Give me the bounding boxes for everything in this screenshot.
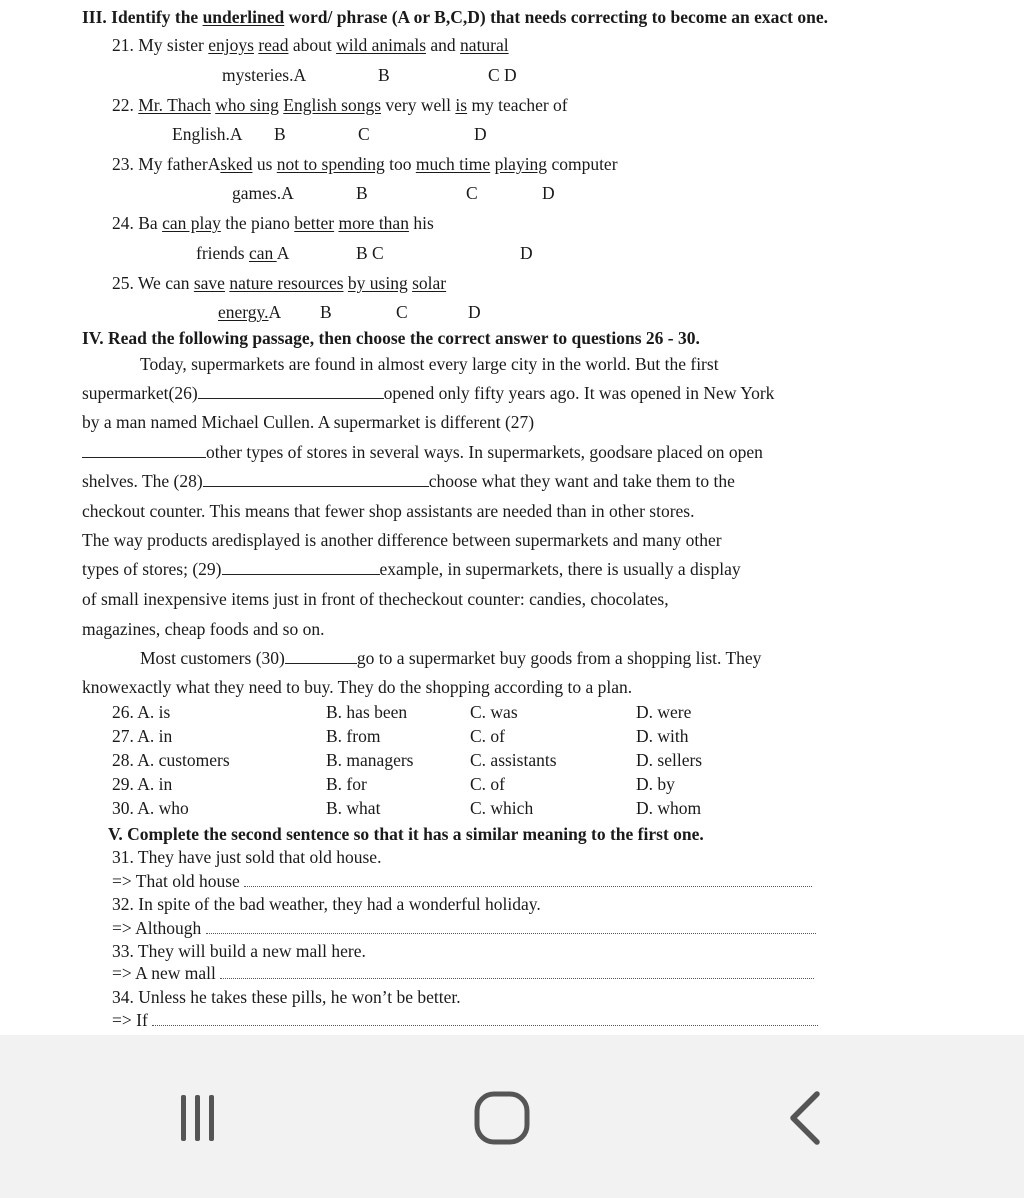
q-text: friends — [196, 243, 249, 263]
answer-input-34[interactable] — [152, 1011, 818, 1026]
answer-line-31 — [112, 870, 812, 892]
underlined-b: nature resources — [229, 273, 344, 293]
q21-letter: C D — [488, 65, 517, 85]
underlined-a: Mr. Thach — [138, 95, 211, 115]
section-3-heading — [82, 6, 828, 28]
q22-line2: English.A — [172, 124, 243, 144]
underlined-c: much time — [415, 154, 491, 174]
underlined-b: read — [258, 35, 289, 55]
underlined-b: not to spending — [276, 154, 385, 174]
q24-letter: B C — [356, 243, 384, 263]
q-text: 21. My sister — [112, 35, 209, 55]
passage-line: magazines, cheap foods and so on. — [82, 619, 325, 639]
passage-text: shelves. The (28) — [82, 471, 203, 491]
answer-input-32[interactable] — [206, 919, 816, 934]
passage-line: of small inexpensive items just in front of thecheckout counter: candies, chocolates, — [82, 589, 669, 609]
q21-line2: mysteries.A — [222, 65, 307, 85]
q-text: his — [408, 213, 434, 233]
section-5-heading: V. Complete the second sentence so that it has a similar meaning to the first one. — [108, 824, 704, 844]
option-c[interactable]: C. which — [470, 798, 534, 818]
underlined-c: English songs — [283, 95, 382, 115]
q-text: 24. Ba — [112, 213, 163, 233]
underlined-a: sked — [220, 154, 253, 174]
passage-line: knowexactly what they need to buy. They do the shopping according to a plan. — [82, 677, 633, 697]
q25-line2 — [218, 301, 281, 323]
underlined-d: is — [455, 95, 468, 115]
passage-text: types of stores; (29) — [82, 559, 222, 579]
underlined-d: natural — [460, 35, 509, 55]
passage-line — [82, 441, 763, 463]
option-a[interactable]: 26. A. is — [112, 702, 171, 722]
answer-line-32 — [112, 917, 816, 939]
underlined-d: playing — [494, 154, 548, 174]
underlined-d2: energy. — [218, 302, 269, 322]
heading-part: word/ phrase (A or B,C,D) that needs correcting to become an exact one. — [284, 7, 828, 27]
passage-line — [140, 647, 761, 669]
option-d[interactable]: D. by — [636, 774, 675, 794]
q-text: 22. — [112, 95, 139, 115]
answer-prompt: => A new mall — [112, 963, 216, 983]
home-button[interactable] — [462, 1078, 542, 1158]
q24-line2 — [196, 242, 289, 264]
answer-input-33[interactable] — [220, 964, 814, 979]
underlined-d: can — [248, 243, 277, 263]
underlined-c: more than — [338, 213, 409, 233]
option-a[interactable]: 27. A. in — [112, 726, 173, 746]
q-text: A — [276, 243, 290, 263]
answer-blank-27[interactable] — [82, 441, 206, 458]
answer-blank-29[interactable] — [222, 558, 380, 575]
passage-text: choose what they want and take them to the — [428, 471, 735, 491]
question-34: 34. Unless he takes these pills, he won’t be better. — [112, 987, 461, 1007]
answer-blank-28[interactable] — [203, 470, 429, 487]
recent-apps-button[interactable] — [158, 1078, 238, 1158]
answer-blank-30[interactable] — [285, 647, 357, 664]
passage-text: Most customers (30) — [140, 648, 285, 668]
option-b[interactable]: B. has been — [326, 702, 408, 722]
q-text: about — [288, 35, 337, 55]
question-22 — [112, 94, 568, 116]
answer-prompt: => Although — [112, 918, 202, 938]
question-33: 33. They will build a new mall here. — [112, 941, 366, 961]
passage-line: The way products aredisplayed is another difference between supermarkets and many other — [82, 530, 722, 550]
q-text: A — [268, 302, 282, 322]
underlined-d: solar — [412, 273, 447, 293]
passage-text: other types of stores in several ways. In supermarkets, goodsare placed on open — [206, 442, 763, 462]
heading-underlined: underlined — [202, 7, 285, 27]
question-32: 32. In spite of the bad weather, they had a wonderful holiday. — [112, 894, 541, 914]
option-b[interactable]: B. managers — [326, 750, 414, 770]
answer-line-33 — [112, 962, 814, 984]
underlined-c: wild animals — [336, 35, 427, 55]
underlined-b: who sing — [215, 95, 279, 115]
option-d[interactable]: D. whom — [636, 798, 702, 818]
passage-text: opened only fifty years ago. It was opened in New York — [383, 383, 775, 403]
back-icon — [781, 1090, 831, 1146]
q-text: computer — [547, 154, 618, 174]
underlined-b: better — [294, 213, 335, 233]
recent-apps-icon — [170, 1092, 226, 1144]
q-text: us — [252, 154, 277, 174]
passage-line: checkout counter. This means that fewer shop assistants are needed than in other stores. — [82, 501, 695, 521]
q21-letter: B — [378, 65, 390, 85]
passage-text: example, in supermarkets, there is usually a display — [379, 559, 741, 579]
home-icon — [472, 1090, 532, 1146]
option-b[interactable]: B. from — [326, 726, 381, 746]
question-25 — [112, 272, 450, 294]
option-c[interactable]: C. assistants — [470, 750, 557, 770]
option-c[interactable]: C. was — [470, 702, 518, 722]
passage-line: by a man named Michael Cullen. A supermarket is different (27) — [82, 412, 535, 432]
underlined-a: can play — [162, 213, 221, 233]
passage-line — [82, 382, 774, 404]
heading-part: III. Identify the — [82, 7, 203, 27]
q-text: and — [426, 35, 461, 55]
answer-prompt: => If — [112, 1010, 148, 1030]
q22-letter: C — [358, 124, 370, 144]
passage-line — [82, 470, 735, 492]
option-d[interactable]: D. sellers — [636, 750, 703, 770]
underlined-a: enjoys — [208, 35, 254, 55]
back-button[interactable] — [766, 1078, 846, 1158]
answer-prompt: => That old house — [112, 871, 240, 891]
passage-text: go to a supermarket buy goods from a shopping list. They — [356, 648, 762, 668]
option-b[interactable]: B. for — [326, 774, 367, 794]
q23-line2: games.A — [232, 183, 294, 203]
option-d[interactable]: D. with — [636, 726, 689, 746]
q22-letter: B — [274, 124, 286, 144]
underlined-c: by using — [347, 273, 408, 293]
answer-line-34 — [112, 1009, 818, 1031]
q-text: too — [384, 154, 416, 174]
q25-letter: C — [396, 302, 408, 322]
answer-input-31[interactable] — [244, 872, 812, 887]
section-4-heading: IV. Read the following passage, then choose the correct answer to questions 26 - 30. — [82, 328, 700, 348]
q-text: the piano — [220, 213, 295, 233]
q-text: very well — [381, 95, 456, 115]
q23-letter: C — [466, 183, 478, 203]
q-text: 23. My fatherA — [112, 154, 221, 174]
passage-line — [82, 558, 741, 580]
question-24 — [112, 212, 434, 234]
q25-letter: B — [320, 302, 332, 322]
question-21 — [112, 34, 509, 56]
question-31: 31. They have just sold that old house. — [112, 847, 382, 867]
passage-text: supermarket(26) — [82, 383, 198, 403]
passage-line: Today, supermarkets are found in almost every large city in the world. But the first — [140, 354, 719, 374]
q25-letter: D — [468, 302, 481, 322]
question-23 — [112, 153, 618, 175]
option-a[interactable]: 30. A. who — [112, 798, 189, 818]
q-text: my teacher of — [467, 95, 568, 115]
q23-letter: B — [356, 183, 368, 203]
underlined-a: save — [193, 273, 225, 293]
option-c[interactable]: C. of — [470, 726, 505, 746]
option-a[interactable]: 29. A. in — [112, 774, 173, 794]
option-b[interactable]: B. what — [326, 798, 381, 818]
option-a[interactable]: 28. A. customers — [112, 750, 230, 770]
q22-letter: D — [474, 124, 487, 144]
q24-letter: D — [520, 243, 533, 263]
answer-blank-26[interactable] — [198, 382, 384, 399]
option-c[interactable]: C. of — [470, 774, 505, 794]
q-text: 25. We can — [112, 273, 194, 293]
option-d[interactable]: D. were — [636, 702, 692, 722]
q23-letter: D — [542, 183, 555, 203]
